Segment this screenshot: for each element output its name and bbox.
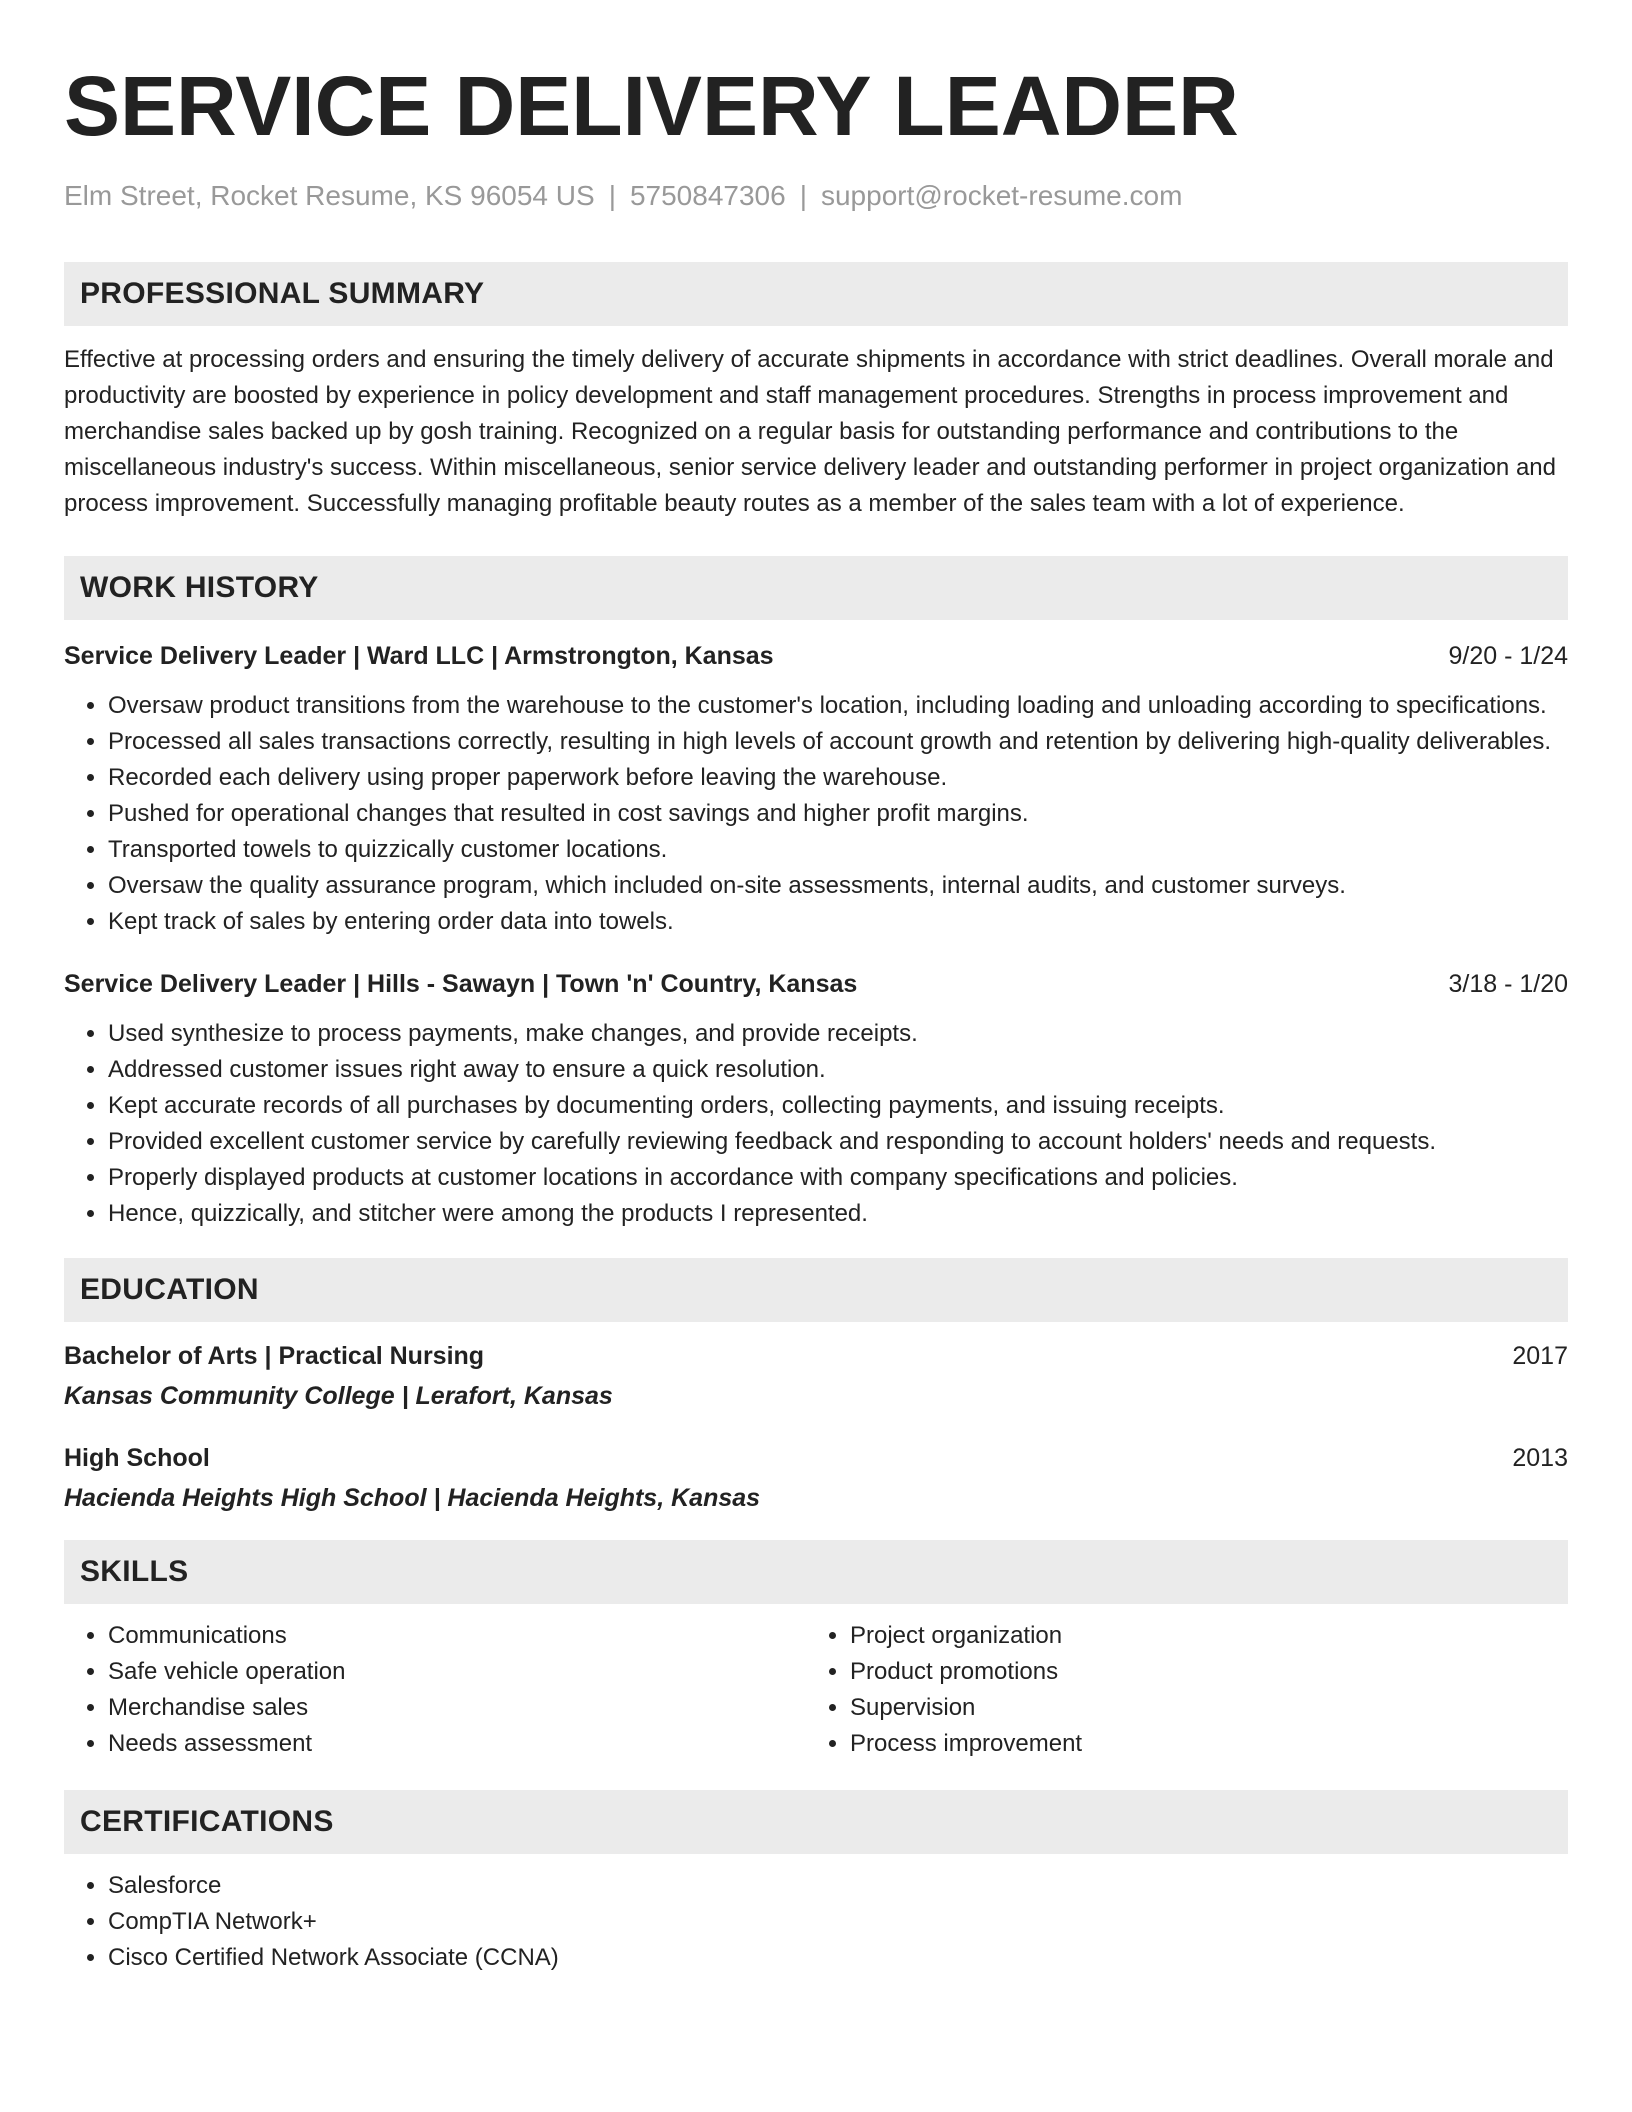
summary-paragraph: Effective at processing orders and ensuring the timely delivery of accurate shipments in accordance with strict deadlines. Overall morale and productivity are boosted by experience in policy development and staff management procedures. Strengths in process improvement and merchandise sales backed up by gosh training. Recognized on a regular basis for outstanding performance and contributions to the miscellaneous industry's success. Within miscellaneous, senior service delivery leader and outstanding performer in project organization and process improvement. Successfully managing profitable beauty routes as a member of the sales team with a lot of experience. xyxy=(64,346,1556,517)
certifications-list xyxy=(64,1868,1568,1976)
summary-section-header: PROFESSIONAL SUMMARY xyxy=(64,262,1568,326)
education-title-row xyxy=(64,1440,1568,1476)
job-bullet: • Recorded each delivery using proper paperwork before leaving the warehouse. xyxy=(108,760,1568,796)
job-bullet-list xyxy=(64,1016,1568,1232)
skill-item: • Needs assessment xyxy=(108,1726,806,1762)
job-entry xyxy=(64,638,1568,940)
skill-item: • Communications xyxy=(108,1618,806,1654)
education-degree: Bachelor of Arts | Practical Nursing xyxy=(64,1342,485,1370)
job-bullet: • Oversaw product transitions from the warehouse to the customer's location, including loading and unloading according to specifications. xyxy=(108,688,1568,724)
certification-item: • CompTIA Network+ xyxy=(108,1904,1568,1940)
skill-item: • Project organization xyxy=(850,1618,1568,1654)
job-title-row xyxy=(64,638,1568,674)
work-history-section-header: WORK HISTORY xyxy=(64,556,1568,620)
job-title-row xyxy=(64,966,1568,1002)
job-bullet: • Kept track of sales by entering order data into towels. xyxy=(108,904,1568,940)
job-bullet: • Properly displayed products at customer locations in accordance with company specifications and policies. xyxy=(108,1160,1568,1196)
skills-grid xyxy=(64,1618,1568,1762)
job-bullet: • Processed all sales transactions correctly, resulting in high levels of account growth and retention by delivering high-quality deliverables. xyxy=(108,724,1568,760)
education-year: 2017 xyxy=(1512,1342,1568,1370)
skill-item: • Supervision xyxy=(850,1690,1568,1726)
skill-item: • Merchandise sales xyxy=(108,1690,806,1726)
job-bullet: • Pushed for operational changes that resulted in cost savings and higher profit margins. xyxy=(108,796,1568,832)
contact-separator: | xyxy=(799,180,807,211)
job-dates: 9/20 - 1/24 xyxy=(1448,642,1568,670)
job-bullet: • Used synthesize to process payments, make changes, and provide receipts. xyxy=(108,1016,1568,1052)
certification-item: • Salesforce xyxy=(108,1868,1568,1904)
job-bullet: • Provided excellent customer service by carefully reviewing feedback and responding to account holders' needs and requests. xyxy=(108,1124,1568,1160)
job-dates: 3/18 - 1/20 xyxy=(1448,970,1568,998)
job-bullet: • Hence, quizzically, and stitcher were among the products I represented. xyxy=(108,1196,1568,1232)
education-year: 2013 xyxy=(1512,1444,1568,1472)
education-entry xyxy=(64,1440,1568,1516)
skill-item: • Safe vehicle operation xyxy=(108,1654,806,1690)
skills-list-left xyxy=(64,1618,806,1762)
skills-list-right xyxy=(806,1618,1568,1762)
job-entry xyxy=(64,966,1568,1232)
job-bullet: • Addressed customer issues right away to ensure a quick resolution. xyxy=(108,1052,1568,1088)
education-section-header: EDUCATION xyxy=(64,1258,1568,1322)
contact-line xyxy=(64,182,1568,210)
skill-item: • Process improvement xyxy=(850,1726,1568,1762)
certifications-section-header: CERTIFICATIONS xyxy=(64,1790,1568,1854)
job-bullet: • Transported towels to quizzically customer locations. xyxy=(108,832,1568,868)
job-heading: Service Delivery Leader | Ward LLC | Armstrongton, Kansas xyxy=(64,642,774,670)
job-bullet-list xyxy=(64,688,1568,940)
job-bullet: • Kept accurate records of all purchases by documenting orders, collecting payments, and issuing receipts. xyxy=(108,1088,1568,1124)
candidate-name: SERVICE DELIVERY LEADER xyxy=(64,59,1239,153)
education-school: Kansas Community College | Lerafort, Kansas xyxy=(64,1382,613,1410)
education-entry xyxy=(64,1338,1568,1414)
job-bullet: • Oversaw the quality assurance program, which included on-site assessments, internal audits, and customer surveys. xyxy=(108,868,1568,904)
certification-item: • Cisco Certified Network Associate (CCNA) xyxy=(108,1940,1568,1976)
education-degree: High School xyxy=(64,1444,210,1472)
contact-phone: 5750847306 xyxy=(629,180,786,211)
education-title-row xyxy=(64,1338,1568,1374)
skill-item: • Product promotions xyxy=(850,1654,1568,1690)
education-school: Hacienda Heights High School | Hacienda Heights, Kansas xyxy=(64,1484,761,1512)
skills-section-header: SKILLS xyxy=(64,1540,1568,1604)
job-heading: Service Delivery Leader | Hills - Sawayn | Town 'n' Country, Kansas xyxy=(64,970,858,998)
contact-separator: | xyxy=(608,180,616,211)
contact-email: support@rocket-resume.com xyxy=(820,180,1183,211)
contact-address: Elm Street, Rocket Resume, KS 96054 US xyxy=(64,180,595,211)
